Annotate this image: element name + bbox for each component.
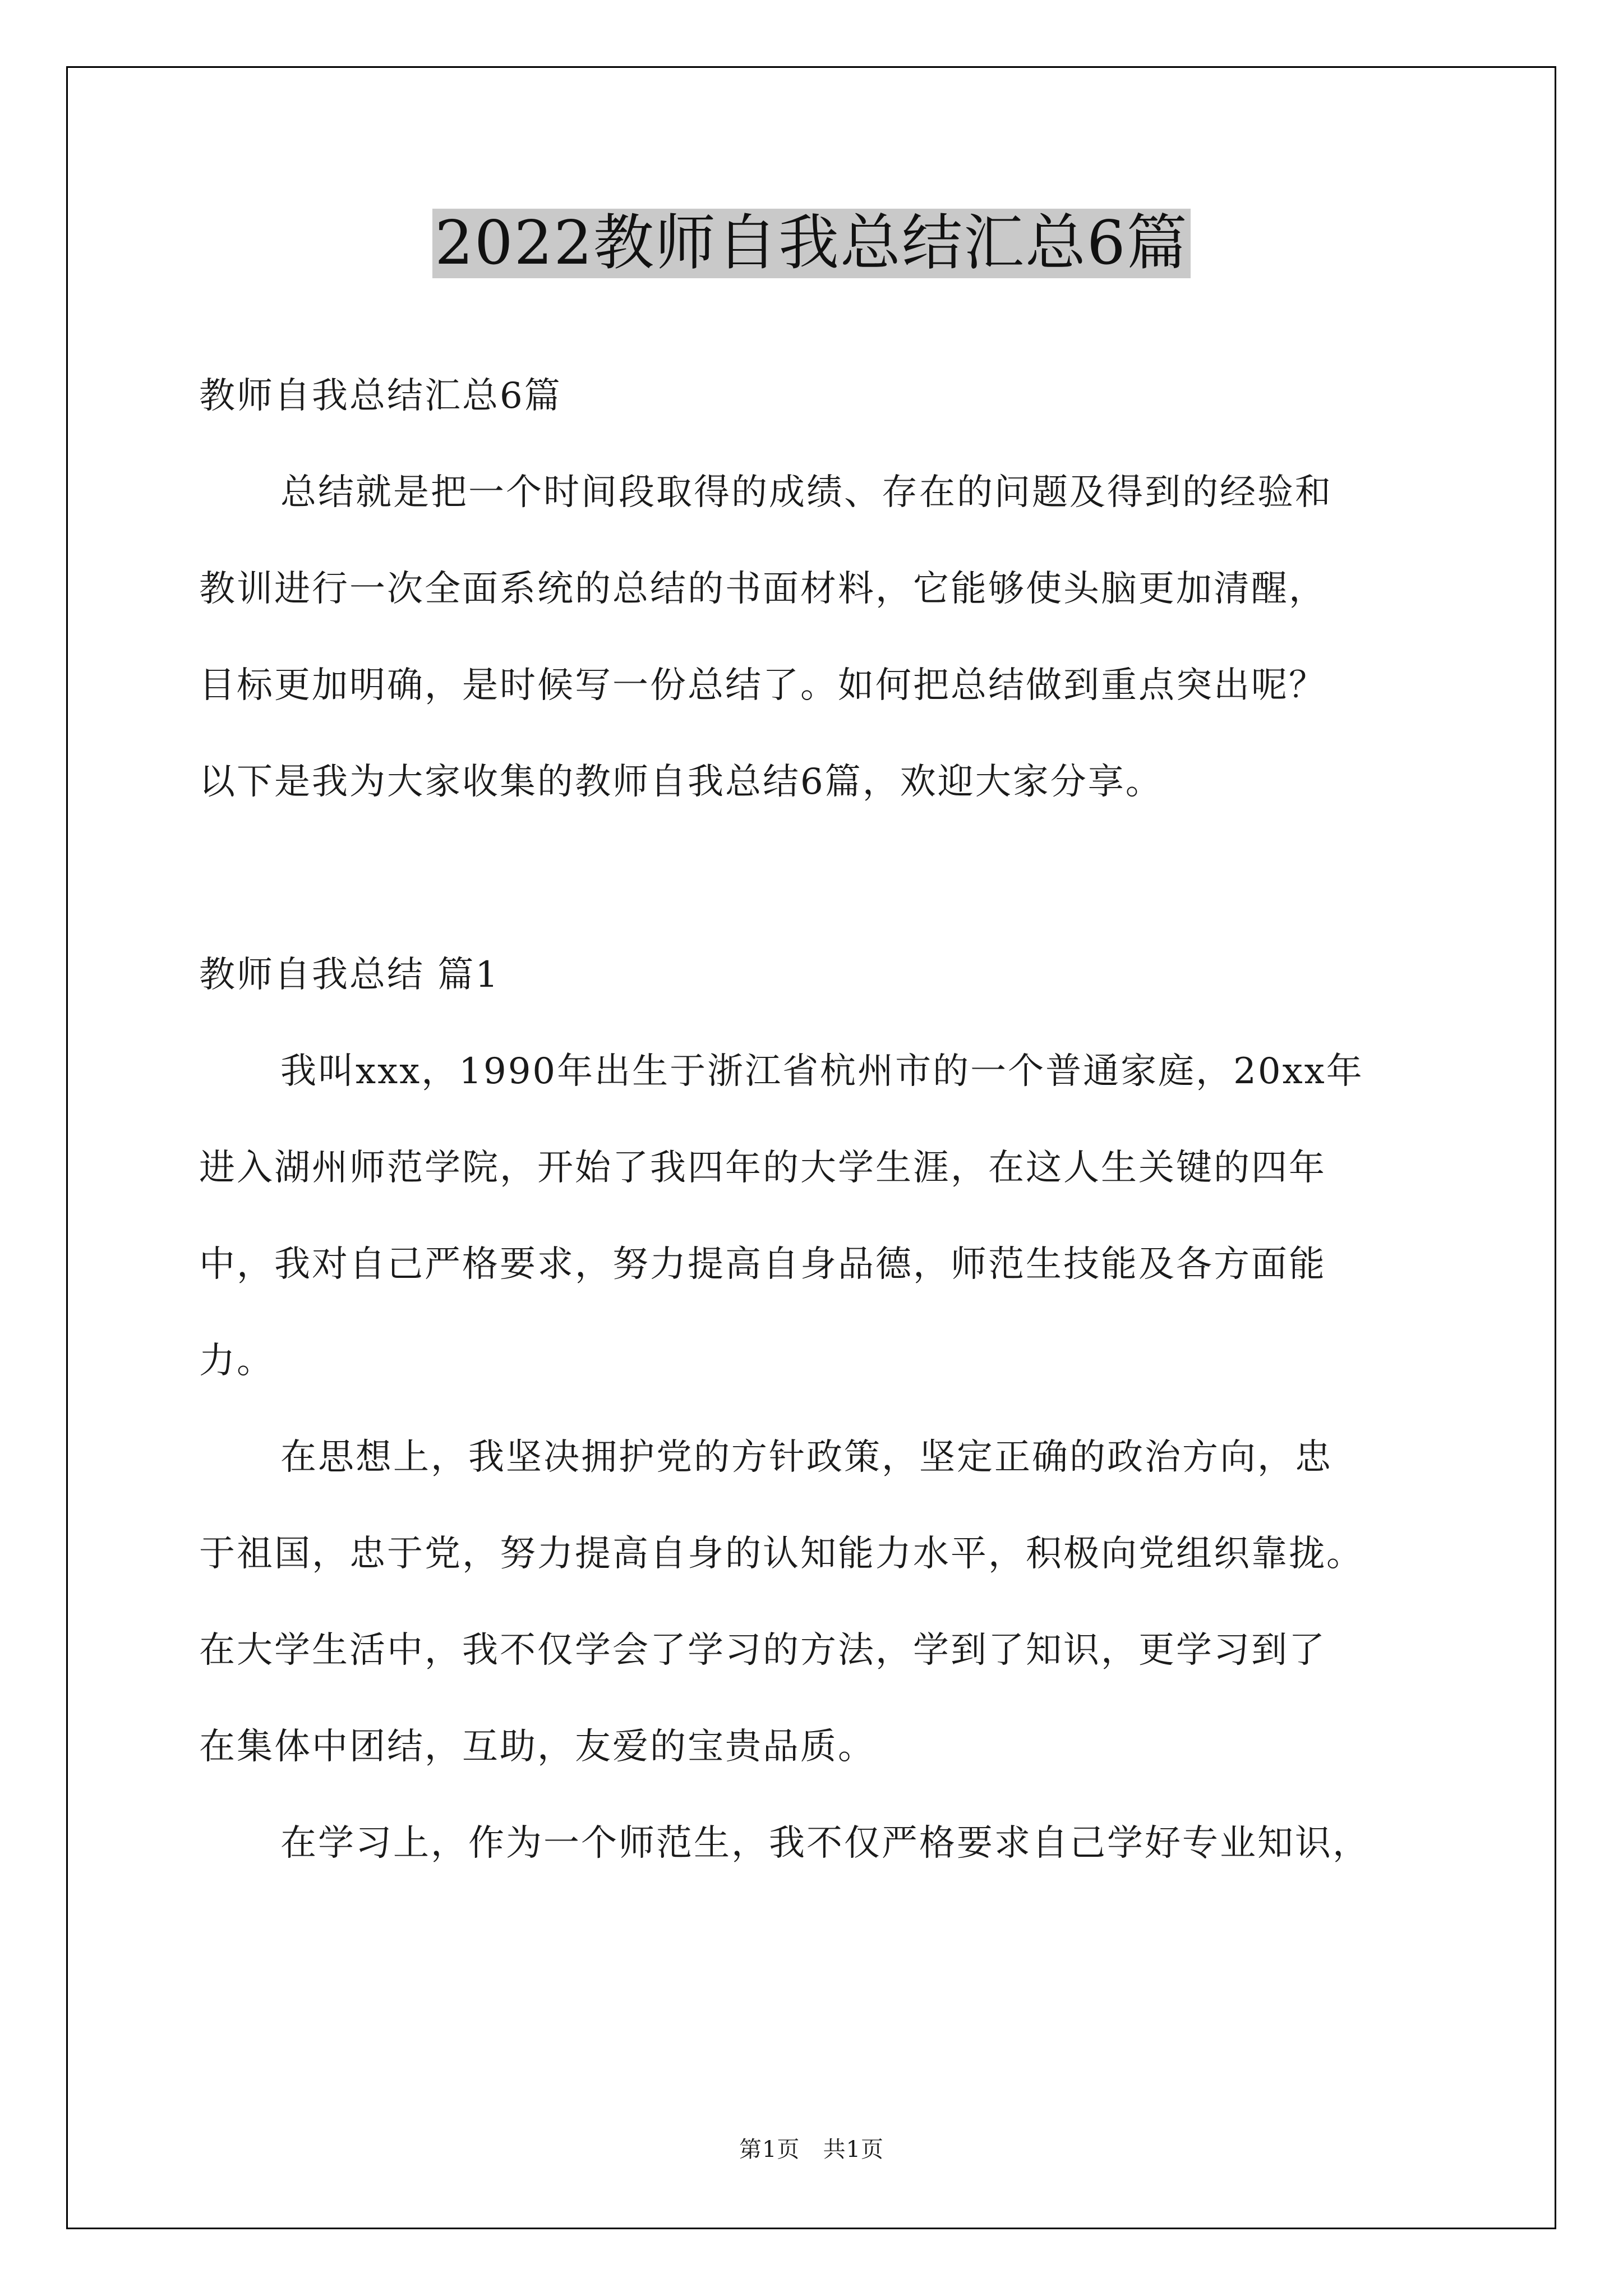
paragraph-3 bbox=[199, 1795, 1450, 1892]
paragraph-line: 在学习上，作为一个师范生，我不仅严格要求自己学好专业知识， bbox=[280, 1823, 1370, 1864]
title-container bbox=[0, 209, 1623, 278]
paragraph-line: 在大学生活中，我不仅学会了学习的方法，学到了知识，更学习到了 bbox=[199, 1630, 1326, 1671]
paragraph-line: 我叫xxx，1990年出生于浙江省杭州市的一个普通家庭，20xx年 bbox=[280, 1051, 1364, 1092]
intro-line: 以下是我为大家收集的教师自我总结6篇，欢迎大家分享。 bbox=[199, 761, 1163, 803]
document-title: 2022教师自我总结汇总6篇 bbox=[432, 209, 1191, 278]
paragraph-line: 在思想上，我坚决拥护党的方针政策，坚定正确的政治方向，忠 bbox=[280, 1437, 1332, 1478]
document-body bbox=[199, 348, 1450, 1892]
intro-line: 总结就是把一个时间段取得的成绩、存在的问题及得到的经验和 bbox=[280, 472, 1332, 513]
page-number: 第1页 bbox=[739, 2137, 800, 2162]
intro-line: 教训进行一次全面系统的总结的书面材料，它能够使头脑更加清醒， bbox=[199, 568, 1326, 610]
intro-line: 目标更加明确，是时候写一份总结了。如何把总结做到重点突出呢？ bbox=[199, 665, 1326, 706]
paragraph-line: 于祖国，忠于党，努力提高自身的认知能力水平，积极向党组织靠拢。 bbox=[199, 1533, 1364, 1575]
paragraph-line: 力。 bbox=[199, 1340, 274, 1382]
paragraph-line: 进入湖州师范学院，开始了我四年的大学生涯，在这人生关键的四年 bbox=[199, 1147, 1326, 1189]
page-footer bbox=[0, 2136, 1623, 2163]
intro-paragraph bbox=[199, 444, 1450, 830]
page-total: 共1页 bbox=[823, 2137, 884, 2162]
document-subtitle: 教师自我总结汇总6篇 bbox=[199, 375, 562, 417]
paragraph-line: 在集体中团结，互助，友爱的宝贵品质。 bbox=[199, 1726, 875, 1768]
paragraph-line: 中，我对自己严格要求，努力提高自身品德，师范生技能及各方面能 bbox=[199, 1244, 1326, 1285]
section-heading: 教师自我总结 篇1 bbox=[199, 954, 500, 996]
paragraph-1 bbox=[199, 1023, 1450, 1409]
spacer bbox=[199, 830, 1450, 927]
paragraph-2 bbox=[199, 1409, 1450, 1795]
